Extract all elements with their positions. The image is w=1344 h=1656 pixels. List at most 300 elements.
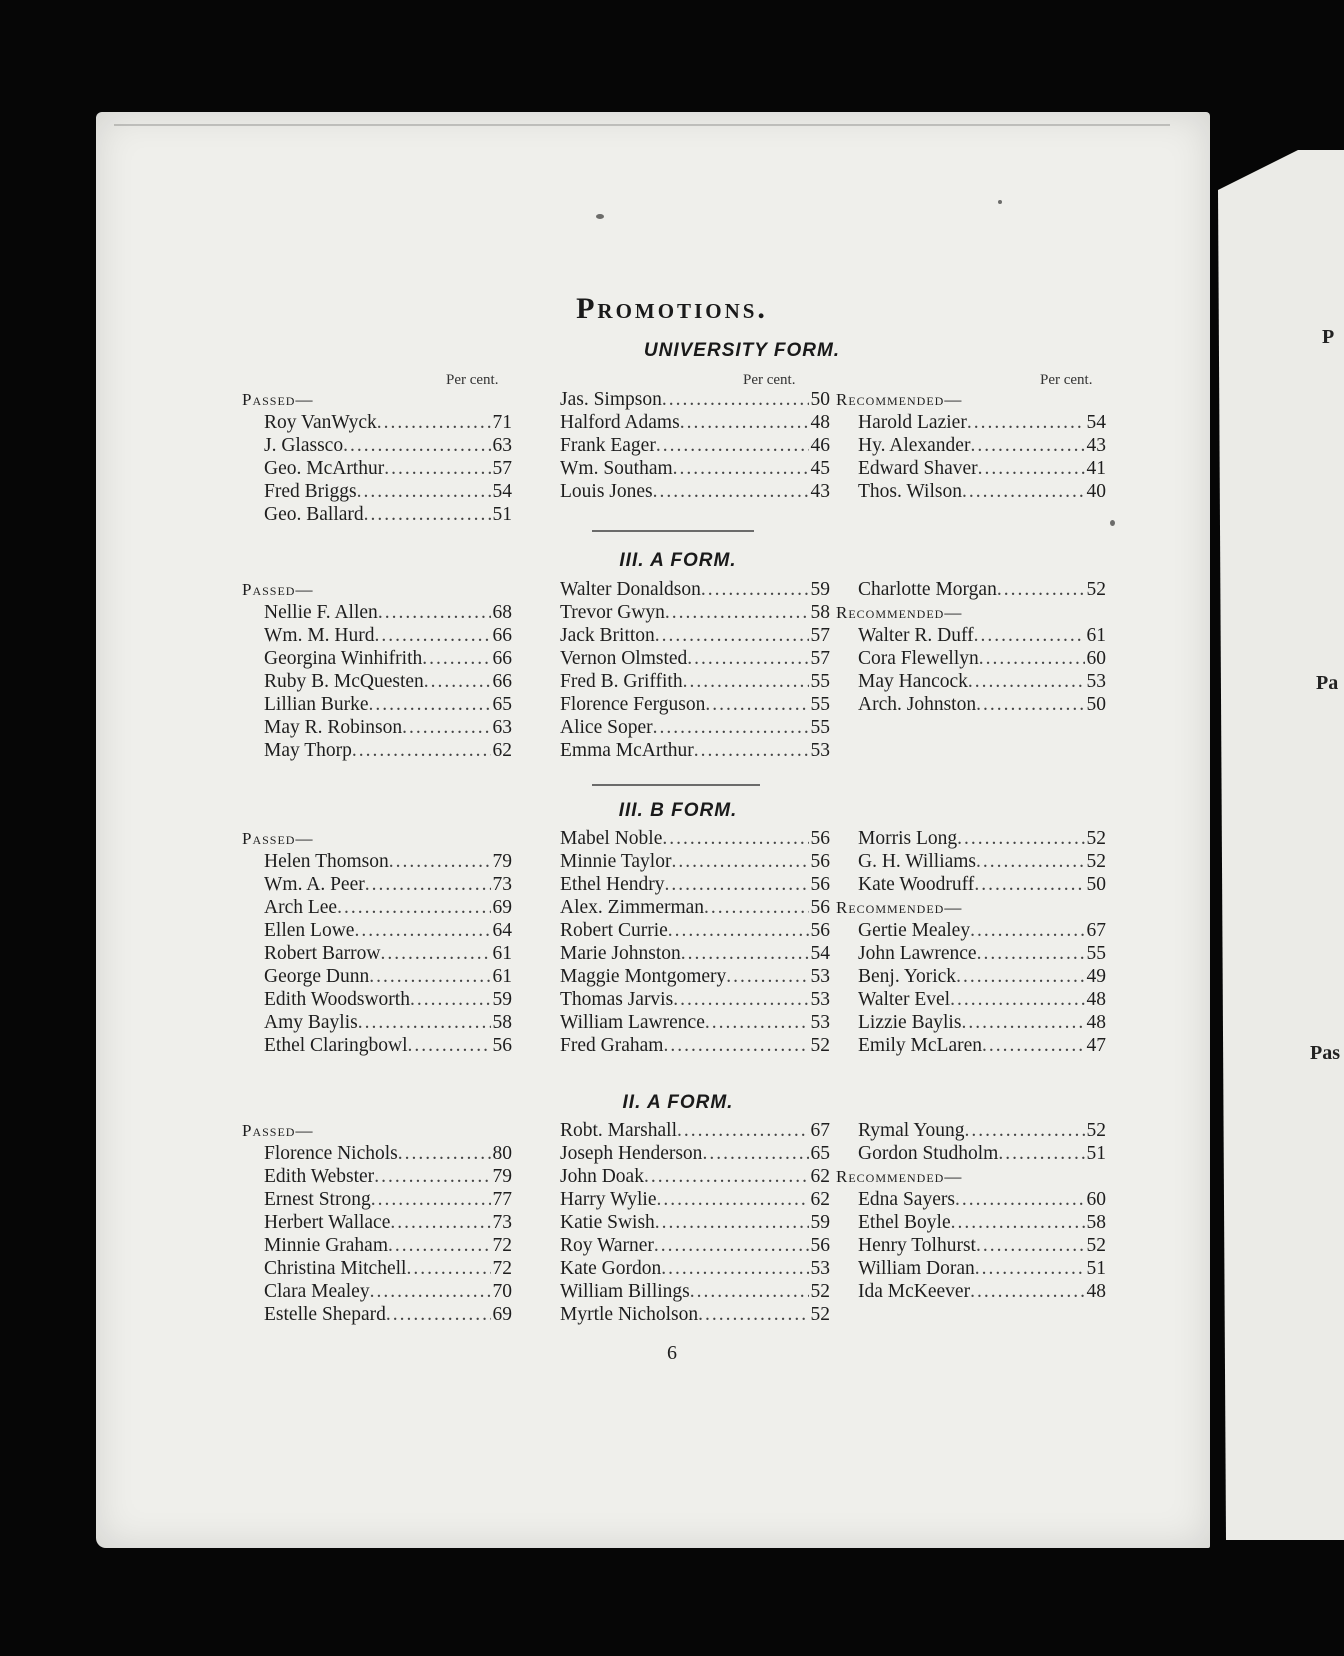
percent-score: 58 — [1086, 1212, 1106, 1233]
leader-dots — [424, 670, 491, 693]
leader-dots — [970, 1280, 1084, 1303]
leader-dots — [662, 388, 809, 411]
percent-score: 59 — [492, 989, 512, 1010]
student-name: Benj. Yorick — [858, 966, 957, 987]
percent-score: 49 — [1086, 966, 1106, 987]
leader-dots — [677, 1119, 809, 1142]
student-entry — [836, 1188, 1106, 1211]
leader-dots — [965, 1119, 1085, 1142]
student-entry — [242, 601, 512, 624]
percent-score: 79 — [492, 1166, 512, 1187]
student-entry — [242, 850, 512, 873]
student-name: Florence Ferguson — [560, 694, 706, 715]
percent-score: 70 — [492, 1281, 512, 1302]
student-name: J. Glassco — [264, 435, 344, 456]
percent-score: 47 — [1086, 1035, 1106, 1056]
student-name: Robert Barrow — [264, 943, 381, 964]
leader-dots — [377, 411, 491, 434]
student-name: Louis Jones — [560, 481, 653, 502]
leader-dots — [976, 850, 1084, 873]
percent-score: 54 — [1086, 412, 1106, 433]
leader-dots — [974, 873, 1084, 896]
percent-score: 77 — [492, 1189, 512, 1210]
adjacent-page-fragment: Pas — [1310, 1042, 1340, 1064]
leader-dots — [702, 1142, 808, 1165]
form-title: III. A FORM. — [619, 550, 737, 571]
student-name: Wm. M. Hurd — [264, 625, 375, 646]
student-entry — [242, 670, 512, 693]
page-number: 6 — [667, 1342, 677, 1364]
student-name: Rymal Young — [858, 1120, 965, 1141]
percent-score: 72 — [492, 1235, 512, 1256]
student-entry — [836, 578, 1106, 601]
student-name: Thomas Jarvis — [560, 989, 674, 1010]
status-heading: Passed— — [242, 1121, 314, 1140]
percent-score: 55 — [810, 717, 830, 738]
percent-score: 53 — [810, 1012, 830, 1033]
student-entry — [836, 1280, 1106, 1303]
percent-score: 48 — [1086, 989, 1106, 1010]
percent-score: 72 — [492, 1258, 512, 1279]
leader-dots — [337, 896, 490, 919]
student-entry — [242, 434, 512, 457]
percent-score: 56 — [810, 874, 830, 895]
leader-dots — [406, 1257, 490, 1280]
percent-score: 52 — [1086, 851, 1106, 872]
column — [836, 578, 1106, 716]
status-heading: Recommended— — [836, 390, 963, 409]
student-entry — [242, 1142, 512, 1165]
student-entry — [242, 693, 512, 716]
percent-score: 61 — [492, 966, 512, 987]
student-entry — [242, 1257, 512, 1280]
percent-score: 62 — [810, 1189, 830, 1210]
percent-column-heading: Per cent. — [446, 372, 499, 388]
leader-dots — [388, 1234, 490, 1257]
percent-score: 55 — [810, 671, 830, 692]
status-heading: Recommended— — [836, 603, 963, 622]
percent-score: 69 — [492, 1304, 512, 1325]
student-name: Geo. Ballard — [264, 504, 364, 525]
student-entry — [560, 873, 830, 896]
student-entry — [560, 850, 830, 873]
student-entry — [560, 942, 830, 965]
student-entry — [560, 578, 830, 601]
student-name: Trevor Gwyn — [560, 602, 665, 623]
leader-dots — [364, 503, 491, 526]
leader-dots — [352, 739, 491, 762]
student-entry — [560, 1034, 830, 1057]
student-name: Harold Lazier — [858, 412, 967, 433]
student-name: Geo. McArthur — [264, 458, 385, 479]
student-entry — [836, 624, 1106, 647]
percent-score: 62 — [492, 740, 512, 761]
leader-dots — [653, 480, 809, 503]
student-entry — [836, 1234, 1106, 1257]
student-entry — [560, 1280, 830, 1303]
student-name: Cora Flewellyn — [858, 648, 979, 669]
percent-score: 43 — [1086, 435, 1106, 456]
student-entry — [242, 942, 512, 965]
leader-dots — [668, 919, 809, 942]
student-entry — [560, 827, 830, 850]
student-name: Charlotte Morgan — [858, 579, 997, 600]
percent-score: 48 — [1086, 1281, 1106, 1302]
student-entry — [560, 716, 830, 739]
student-name: Gordon Studholm — [858, 1143, 999, 1164]
student-entry — [836, 1211, 1106, 1234]
percent-score: 56 — [810, 897, 830, 918]
student-name: Ellen Lowe — [264, 920, 355, 941]
leader-dots — [979, 647, 1085, 670]
column — [560, 827, 830, 1057]
student-entry — [560, 434, 830, 457]
student-entry — [242, 1303, 512, 1326]
percent-score: 69 — [492, 897, 512, 918]
percent-column-heading: Per cent. — [1040, 372, 1093, 388]
student-entry — [836, 480, 1106, 503]
leader-dots — [683, 670, 809, 693]
percent-score: 65 — [810, 1143, 830, 1164]
student-entry — [836, 965, 1106, 988]
student-name: Edward Shaver — [858, 458, 978, 479]
leader-dots — [681, 942, 809, 965]
percent-score: 57 — [492, 458, 512, 479]
leader-dots — [369, 965, 490, 988]
status-heading: Recommended— — [836, 1167, 963, 1186]
section-divider — [592, 784, 760, 786]
student-entry — [242, 624, 512, 647]
leader-dots — [698, 1303, 808, 1326]
percent-score: 58 — [810, 602, 830, 623]
student-name: Kate Gordon — [560, 1258, 662, 1279]
student-name: Jack Britton — [560, 625, 655, 646]
student-name: Fred Graham — [560, 1035, 664, 1056]
percent-score: 68 — [492, 602, 512, 623]
column — [560, 578, 830, 762]
percent-score: 66 — [492, 625, 512, 646]
leader-dots — [398, 1142, 491, 1165]
percent-score: 41 — [1086, 458, 1106, 479]
student-name: Ethel Claringbowl — [264, 1035, 408, 1056]
column — [242, 578, 512, 762]
percent-score: 63 — [492, 435, 512, 456]
student-name: George Dunn — [264, 966, 370, 987]
leader-dots — [386, 1303, 491, 1326]
percent-score: 52 — [810, 1035, 830, 1056]
student-name: Kate Woodruff — [858, 874, 975, 895]
percent-score: 50 — [1086, 694, 1106, 715]
student-name: Walter Evel — [858, 989, 951, 1010]
leader-dots — [644, 1165, 809, 1188]
percent-score: 66 — [492, 671, 512, 692]
student-name: William Billings — [560, 1281, 690, 1302]
percent-score: 52 — [810, 1281, 830, 1302]
student-name: Ernest Strong — [264, 1189, 371, 1210]
leader-dots — [726, 965, 808, 988]
leader-dots — [974, 624, 1085, 647]
percent-score: 55 — [1086, 943, 1106, 964]
leader-dots — [370, 1280, 491, 1303]
student-entry — [242, 1011, 512, 1034]
student-entry — [242, 411, 512, 434]
percent-score: 67 — [810, 1120, 830, 1141]
percent-score: 63 — [492, 717, 512, 738]
student-name: Lillian Burke — [264, 694, 369, 715]
status-heading: Passed— — [242, 580, 314, 599]
percent-score: 59 — [810, 1212, 830, 1233]
student-name: Edith Woodsworth — [264, 989, 410, 1010]
student-name: May Thorp — [264, 740, 352, 761]
percent-score: 65 — [492, 694, 512, 715]
student-name: Edith Webster — [264, 1166, 375, 1187]
leader-dots — [656, 434, 809, 457]
leader-dots — [998, 1142, 1084, 1165]
percent-score: 54 — [492, 481, 512, 502]
status-heading: Passed— — [242, 829, 314, 848]
student-name: Ruby B. McQuesten — [264, 671, 424, 692]
percent-score: 61 — [1086, 625, 1106, 646]
leader-dots — [970, 434, 1084, 457]
leader-dots — [656, 1188, 808, 1211]
student-name: Emma McArthur — [560, 740, 694, 761]
student-entry — [560, 670, 830, 693]
column — [242, 1119, 512, 1326]
leader-dots — [375, 624, 491, 647]
leader-dots — [967, 411, 1085, 434]
student-name: Jas. Simpson — [560, 389, 662, 410]
form-title: III. B FORM. — [618, 800, 738, 821]
percent-score: 52 — [1086, 1235, 1106, 1256]
percent-score: 53 — [1086, 671, 1106, 692]
percent-score: 62 — [810, 1166, 830, 1187]
percent-score: 53 — [810, 740, 830, 761]
student-entry — [560, 411, 830, 434]
leader-dots — [655, 1211, 809, 1234]
leader-dots — [389, 850, 491, 873]
percent-score: 61 — [492, 943, 512, 964]
student-name: Myrtle Nicholson — [560, 1304, 699, 1325]
leader-dots — [402, 716, 490, 739]
student-entry — [242, 1034, 512, 1057]
leader-dots — [661, 1257, 808, 1280]
student-entry — [836, 850, 1106, 873]
percent-score: 59 — [810, 579, 830, 600]
student-name: Wm. A. Peer — [264, 874, 365, 895]
leader-dots — [687, 647, 808, 670]
student-name: Fred B. Griffith — [560, 671, 683, 692]
student-name: Hy. Alexander — [858, 435, 971, 456]
student-entry — [560, 601, 830, 624]
leader-dots — [663, 1034, 808, 1057]
leader-dots — [976, 1234, 1085, 1257]
column — [560, 388, 830, 503]
percent-score: 79 — [492, 851, 512, 872]
student-name: Robt. Marshall — [560, 1120, 677, 1141]
leader-dots — [680, 411, 809, 434]
student-entry — [560, 919, 830, 942]
leader-dots — [358, 1011, 491, 1034]
student-entry — [560, 1188, 830, 1211]
leader-dots — [422, 647, 490, 670]
student-name: Walter R. Duff — [858, 625, 974, 646]
student-name: Florence Nichols — [264, 1143, 398, 1164]
percent-score: 57 — [810, 648, 830, 669]
student-entry — [242, 896, 512, 919]
student-entry — [560, 988, 830, 1011]
column — [242, 827, 512, 1057]
student-entry — [242, 873, 512, 896]
percent-score: 56 — [810, 828, 830, 849]
student-name: G. H. Williams — [858, 851, 977, 872]
student-name: Clara Mealey — [264, 1281, 370, 1302]
student-name: Minnie Graham — [264, 1235, 389, 1256]
leader-dots — [961, 1011, 1084, 1034]
student-name: Ida McKeever — [858, 1281, 971, 1302]
student-entry — [242, 647, 512, 670]
student-name: Henry Tolhurst — [858, 1235, 976, 1256]
percent-score: 46 — [810, 435, 830, 456]
leader-dots — [673, 988, 808, 1011]
student-entry — [836, 1119, 1106, 1142]
student-entry — [560, 1257, 830, 1280]
leader-dots — [654, 1234, 809, 1257]
leader-dots — [955, 1188, 1085, 1211]
leader-dots — [997, 578, 1085, 601]
student-name: Halford Adams — [560, 412, 680, 433]
student-entry — [560, 1234, 830, 1257]
print-speck — [596, 214, 604, 219]
leader-dots — [704, 896, 808, 919]
leader-dots — [653, 716, 809, 739]
student-name: Roy Warner — [560, 1235, 654, 1256]
student-entry — [560, 1165, 830, 1188]
student-entry — [242, 739, 512, 762]
student-name: Emily McLaren — [858, 1035, 982, 1056]
student-entry — [836, 988, 1106, 1011]
leader-dots — [343, 434, 490, 457]
student-entry — [836, 647, 1106, 670]
percent-score: 52 — [1086, 579, 1106, 600]
student-entry — [560, 647, 830, 670]
leader-dots — [390, 1211, 490, 1234]
percent-score: 60 — [1086, 1189, 1106, 1210]
percent-score: 56 — [492, 1035, 512, 1056]
student-entry — [836, 1034, 1106, 1057]
leader-dots — [690, 1280, 809, 1303]
student-entry — [836, 693, 1106, 716]
student-name: Fred Briggs — [264, 481, 357, 502]
student-name: May Hancock — [858, 671, 968, 692]
adjacent-page-edge — [1218, 150, 1344, 1540]
student-name: Arch Lee — [264, 897, 338, 918]
student-name: Maggie Montgomery — [560, 966, 727, 987]
student-entry — [560, 965, 830, 988]
percent-score: 50 — [810, 389, 830, 410]
column — [242, 388, 512, 526]
student-entry — [836, 434, 1106, 457]
student-entry — [560, 1211, 830, 1234]
percent-score: 57 — [810, 625, 830, 646]
percent-score: 60 — [1086, 648, 1106, 669]
leader-dots — [410, 988, 491, 1011]
status-heading: Recommended— — [836, 898, 963, 917]
student-name: Vernon Olmsted — [560, 648, 688, 669]
student-entry — [836, 670, 1106, 693]
student-entry — [560, 480, 830, 503]
percent-score: 53 — [810, 989, 830, 1010]
leader-dots — [705, 693, 808, 716]
leader-dots — [380, 942, 490, 965]
page-title: Promotions. — [576, 292, 768, 325]
student-name: Harry Wylie — [560, 1189, 657, 1210]
leader-dots — [369, 693, 491, 716]
student-entry — [560, 1303, 830, 1326]
percent-score: 56 — [810, 1235, 830, 1256]
column — [836, 388, 1106, 503]
leader-dots — [371, 1188, 491, 1211]
leader-dots — [671, 850, 808, 873]
student-entry — [560, 1142, 830, 1165]
leader-dots — [956, 965, 1084, 988]
student-name: Estelle Shepard — [264, 1304, 386, 1325]
student-name: Lizzie Baylis — [858, 1012, 962, 1033]
leader-dots — [378, 601, 491, 624]
student-name: Amy Baylis — [264, 1012, 358, 1033]
student-name: Thos. Wilson — [858, 481, 962, 502]
percent-score: 52 — [1086, 828, 1106, 849]
column — [836, 1119, 1106, 1303]
percent-score: 56 — [810, 920, 830, 941]
student-entry — [242, 1280, 512, 1303]
percent-score: 64 — [492, 920, 512, 941]
student-name: Ethel Boyle — [858, 1212, 951, 1233]
student-entry — [836, 1011, 1106, 1034]
adjacent-page-fragment: P — [1322, 326, 1335, 348]
student-entry — [560, 457, 830, 480]
percent-score: 50 — [1086, 874, 1106, 895]
percent-score: 52 — [1086, 1120, 1106, 1141]
student-name: May R. Robinson — [264, 717, 403, 738]
student-name: John Lawrence — [858, 943, 977, 964]
form-title: II. A FORM. — [622, 1092, 734, 1113]
leader-dots — [950, 988, 1084, 1011]
student-name: Edna Sayers — [858, 1189, 955, 1210]
student-entry — [242, 919, 512, 942]
student-entry — [560, 693, 830, 716]
student-name: Alice Soper — [560, 717, 653, 738]
student-name: Ethel Hendry — [560, 874, 665, 895]
column — [836, 827, 1106, 1057]
leader-dots — [673, 457, 809, 480]
student-entry — [560, 624, 830, 647]
leader-dots — [365, 873, 491, 896]
student-name: Herbert Wallace — [264, 1212, 391, 1233]
student-name: Minnie Taylor — [560, 851, 672, 872]
status-heading: Passed— — [242, 390, 314, 409]
student-entry — [242, 503, 512, 526]
student-entry — [836, 827, 1106, 850]
leader-dots — [384, 457, 490, 480]
print-speck — [1110, 520, 1115, 526]
student-entry — [242, 988, 512, 1011]
print-speck — [998, 200, 1002, 204]
student-entry — [836, 942, 1106, 965]
leader-dots — [694, 739, 809, 762]
student-name: Robert Currie — [560, 920, 668, 941]
percent-column-heading: Per cent. — [743, 372, 796, 388]
student-name: Nellie F. Allen — [264, 602, 378, 623]
